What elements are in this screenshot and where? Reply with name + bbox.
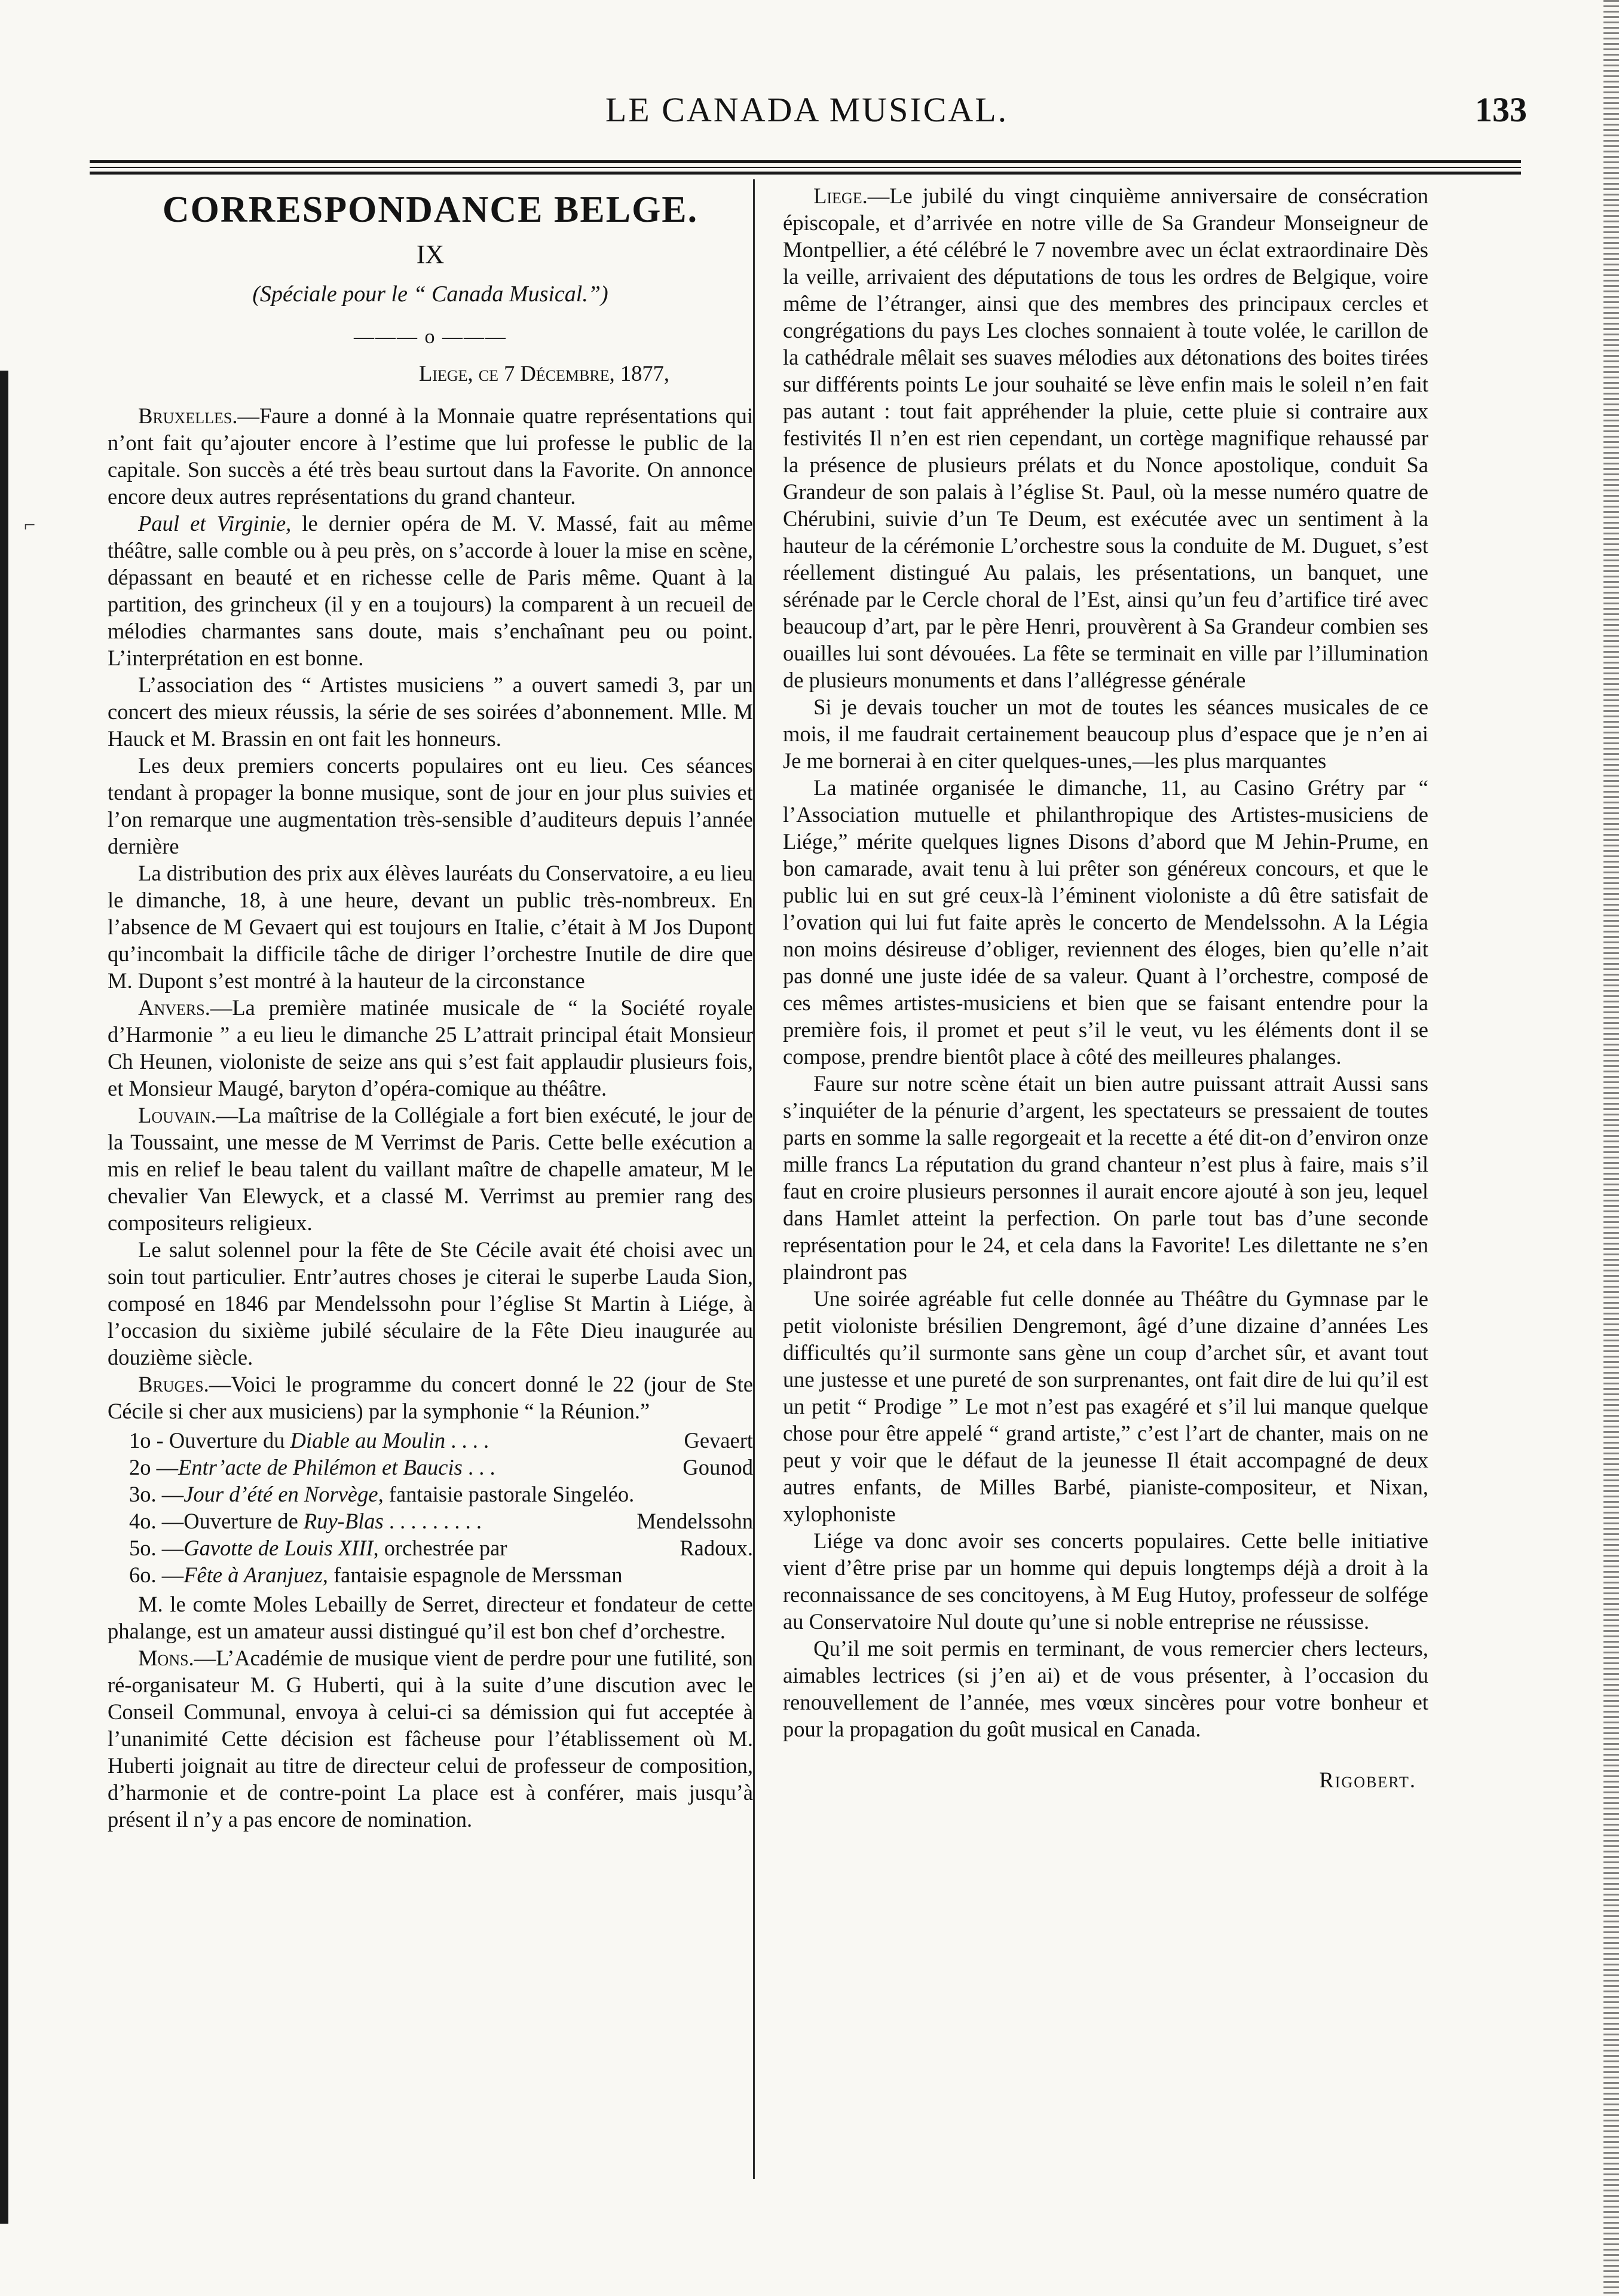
program-text: —Ouverture de — [161, 1509, 304, 1534]
place-lead: Liege. — [813, 184, 868, 208]
paragraph-faure-scene: Faure sur notre scène était un bien autre puissant attrait Aussi sans s’inquiéter de la pénurie d’argent, les spectateurs se pressaient de toutes parts en somme la salle regorgeait et la recette a été dit-on d’environ onze mille francs La réputation du grand chanteur n’est plus à faire, mais s’il faut en croire plusieurs personnes il aurait encore ajouté à son jeu, lequel dans Hamlet atteint la perfection. On parle tout bas d’une seconde représentation pour le 24, et cela dans la Favorite! Les dilettante ne s’en plaindront pas — [783, 1071, 1428, 1284]
paragraph-concerts-populaires: Les deux premiers concerts populaires ont eu lieu. Ces séances tendant à propager la bonne musique, sont de jour en jour plus suivies et l’on remarque une augmentation très-sensible d’auditeurs depuis l’année dernière — [108, 753, 753, 859]
paragraph-casino-gretry: La matinée organisée le dimanche, 11, au Casino Grétry par “ l’Association mutuelle et philanthropique des Artistes-musiciens de Liége,” mérite quelques lignes Disons d’abord que M Jehin-Prume, en bon camarade, avait tenu à lui prêter son généreux concours, et que le public lui en sut gré ceux-là l’éminent violoniste a dû être satisfait de l’ovation qui lui fut faite après le concerto de Mendelssohn. A la Légia non moins désireuse d’obliger, reviennent des éloges, bien qu’elle n’ait pas donné une juste idée de sa valeur. Quant à l’orchestre, composé de ces mêmes artistes-musiciens et bien que se faisant entendre pour la première fois, il promet et peut s’il le veut, vu les éléments dont il se compose, prendre bientôt place à côté des meilleures phalanges. — [783, 775, 1428, 1069]
program-tail: orchestrée par — [378, 1536, 507, 1561]
program-work: Entr’acte de Philémon et Baucis — [178, 1455, 463, 1480]
program-item — [108, 1534, 753, 1561]
program-text: — — [161, 1482, 184, 1507]
program-text: — — [161, 1563, 184, 1588]
program-number: 4o. — [129, 1509, 157, 1534]
concert-program — [108, 1427, 753, 1588]
running-title: LE CANADA MUSICAL. — [605, 90, 1009, 129]
program-tail: fantaisie espagnole de Merssman — [328, 1563, 623, 1588]
program-item — [108, 1508, 753, 1534]
program-composer: Gevaert — [684, 1428, 753, 1453]
paragraph-paul-et-virginie — [108, 510, 753, 671]
program-work: Fête à Aranjuez, — [183, 1563, 328, 1588]
paragraph-comte-moles: M. le comte Moles Lebailly de Serret, directeur et fondateur de cette phalange, est un amateur aussi distingué qu’il est bon chef d’orchestre. — [108, 1592, 753, 1644]
scan-edge-shadow — [0, 371, 8, 2224]
paragraph-conservatoire: La distribution des prix aux élèves lauréats du Conservatoire, a eu lieu le dimanche, 18, à une heure, devant un public très-nombreux. En l’absence de M Gevaert qui est toujours en Italie, c’était à M Jos Dupont qu’incombait la difficile tâche de diriger l’orchestre Inutile de dire que M. Dupont s’est montré à la hauteur de la circonstance — [108, 861, 753, 993]
paragraph-louvain — [108, 1102, 753, 1236]
paragraph-text: —L’Académie de musique vient de perdre pour une futilité, son ré-organisateur M. G Huberti, qui à la suite d’une discution avec le Conseil Communal, envoya à celui-ci sa démission qui fut acceptée à l’unanimité Cette décision est fâcheuse pour l’établissement où M. Huberti joignait au titre de directeur celui de professeur de composition, d’harmonie et de contre-point La place est à conférer, mais jusqu’à présent il n’y a pas encore de nomination. — [108, 1646, 753, 1832]
program-work: Ruy-Blas — [303, 1509, 384, 1534]
paragraph-closing: Qu’il me soit permis en terminant, de vous remercier chers lecteurs, aimables lectrices (si j’en ai) et de vous présenter, à l’occasion du renouvellement de l’année, mes vœux sincères pour votre bonheur et pour la propagation du goût musical en Canada. — [783, 1636, 1428, 1741]
program-item — [108, 1561, 753, 1588]
program-tail: . . . . — [445, 1428, 489, 1453]
program-text: — — [156, 1455, 179, 1480]
scan-right-edge — [1603, 0, 1619, 2296]
paragraph-anvers — [108, 994, 753, 1102]
place-lead: Bruxelles. — [138, 403, 238, 429]
program-composer — [746, 1561, 753, 1588]
running-head — [90, 90, 1527, 143]
program-composer: Mendelssohn — [636, 1509, 753, 1534]
program-tail: fantaisie pastorale Singeléo. — [383, 1482, 635, 1507]
ornament-divider: ——— o ——— — [354, 326, 507, 348]
place-lead: Bruges. — [138, 1372, 209, 1397]
paragraph-text: —La maîtrise de la Collégiale a fort bien exécuté, le jour de la Toussaint, une messe de M Verrimst de Paris. Cette belle exécution a mis en relief le beau talent du vaillant maître de chapelle amateur, M le chevalier Van Elewyck, et a classé M. Verrimst au premier rang des compositeurs religieux. — [108, 1103, 753, 1236]
header-rule — [90, 172, 1521, 175]
program-item — [108, 1427, 753, 1454]
paragraph-text: —La première matinée musicale de “ la Société royale d’Harmonie ” a eu lieu le dimanche 25 L’attrait principal était Monsieur Ch Heunen, violoniste de seize ans qui s’est fait applaudir plusieurs fois, et Monsieur Maugé, baryton d’opéra-comique au théâtre. — [108, 995, 753, 1101]
program-composer: Radoux. — [680, 1536, 753, 1561]
column-rule — [753, 179, 755, 2179]
paragraph-liege-jubile — [783, 182, 1428, 693]
program-number: 6o. — [129, 1563, 157, 1588]
article-title: CORRESPONDANCE BELGE. — [162, 189, 699, 230]
place-lead: Anvers. — [138, 995, 210, 1020]
paragraph-bruxelles — [108, 402, 753, 510]
paragraph-artistes-musiciens: L’association des “ Artistes musiciens ” a ouvert samedi 3, par un concert des mieux réussis, la série de ses soirées d’abonnement. Mlle. M Hauck et M. Brassin en ont fait les honneurs. — [108, 672, 753, 751]
paragraph-sainte-cecile: Le salut solennel pour la fête de Ste Cécile avait été choisi avec un soin tout particulier. Entr’autres choses je citerai le superbe Lauda Sion, composé en 1846 par Mendelssohn pour l’église St Martin à Liége, à l’occasion du sixième jubilé séculaire de la Fête Dieu inaugurée au douzième siècle. — [108, 1237, 753, 1370]
program-number: 3o. — [129, 1482, 157, 1507]
paragraph-mons — [108, 1644, 753, 1833]
paragraph-dengremont: Une soirée agréable fut celle donnée au Théâtre du Gymnase par le petit violoniste brésilien Dengremont, âgé d’une dizaine d’années Les difficultés qu’il surmonte sans gène un coup d’archet sûr, et avant tout une justesse et une pureté de son surprenantes, ont fait dire de lui qu’il est un petit “ Prodige ” Le mot n’est pas exagéré et s’il lui manque quelque chose pour être appelé “ grand artiste,” c’est l’art de chanter, mais on ne peut y voir que le défaut de la jeunesse Il était accompagné de deux autres enfants, de Milles Barbé, pianiste-compositeur, et Nixan, xylophoniste — [783, 1286, 1428, 1526]
header-rule — [90, 167, 1521, 168]
paragraph-text: —Le jubilé du vingt cinquième anniversaire de consécration épiscopale, et d’arrivée en notre ville de Sa Grandeur Monseigneur de Montpellier, a été célébré le 7 novembre avec un éclat extraordinaire Dès la veille, arrivaient des députations de tous les ordres de Belgique, voire même de l’étranger, ainsi que des membres des principaux cercles et congrégations du pays Les cloches sonnaient à toute volée, le carillon de la cathédrale mêlait ses suaves mélodies aux détonations des boites tirées sur différents points Le jour souhaité se lève enfin mais le soleil n’en fait pas autant : tout fait appréhender la pluie, cette pluie si contraire aux festivités Il n’en est rien cependant, un cortège magnifique rehaussé par la présence de plusieurs prélats et du Nonce apostolique, conduit Sa Grandeur de son palais à l’église St. Paul, où la messe numéro quatre de Chérubini, suivie d’un Te Deum, est exécutée avec un sentiment à la hauteur de la cérémonie L’orchestre sous la conduite de M. Duguet, s’est réellement distingué Au palais, les présentations, un banquet, une sérénade par le Cercle choral de l’Est, ainsi qu’un feu d’artifice tiré avec beaucoup d’art, par le père Henri, prouvèrent à Sa Grandeur combien ses ouailles lui sont dévouées. La fête se terminait en ville par l’illumination de plusieurs monuments et dans l’allégresse générale — [783, 184, 1428, 692]
article-subtitle: (Spéciale pour le “ Canada Musical.”) — [252, 282, 608, 307]
program-number: 1o — [129, 1428, 151, 1453]
paragraph-text: —Faure a donné à la Monnaie quatre représentations qui n’ont fait qu’ajouter encore à l’estime que lui professe le public de la capitale. Son succès a été très beau surtout dans la Favorite. On annonce encore deux autres représentations du grand chanteur. — [108, 403, 753, 509]
right-column — [783, 182, 1428, 1793]
article-number: IX — [416, 240, 445, 270]
program-tail: . . . . . . . . . — [383, 1509, 482, 1534]
program-composer — [746, 1481, 753, 1508]
dateline: Liege, ce 7 Décembre, 1877, — [419, 361, 669, 386]
margin-mark: ⌐ — [24, 514, 36, 536]
signature: Rigobert. — [1319, 1768, 1416, 1792]
program-item — [108, 1481, 753, 1508]
place-lead: Louvain. — [138, 1103, 216, 1128]
program-composer: Gounod — [683, 1455, 753, 1480]
program-text: - Ouverture du — [156, 1428, 290, 1453]
page-number: 133 — [1475, 90, 1527, 129]
paragraph-seances-musicales: Si je devais toucher un mot de toutes les séances musicales de ce mois, il me faudrait certainement beaucoup plus d’espace que je n’en ai Je me bornerai à en citer quelques-unes,—les plus marquantes — [783, 695, 1428, 773]
program-item — [108, 1454, 753, 1481]
left-column — [108, 182, 753, 1833]
program-work: Gavotte de Louis XIII, — [183, 1536, 379, 1561]
work-title: Paul et Virginie, — [138, 511, 292, 536]
program-number: 2o — [129, 1455, 151, 1480]
paragraph-concerts-populaires-liege: Liége va donc avoir ses concerts populaires. Cette belle initiative vient d’être prise par un homme qui depuis longtemps déjà a droit à la reconnaissance de ses concitoyens, à M Eug Hutoy, professeur de solfége au Conservatoire Nul doute qu’une si noble entreprise ne réussisse. — [783, 1528, 1428, 1634]
program-work: Jour d’été en Norvège, — [183, 1482, 384, 1507]
paragraph-bruges — [108, 1371, 753, 1424]
program-tail: . . . — [462, 1455, 495, 1480]
program-number: 5o. — [129, 1536, 157, 1561]
program-work: Diable au Moulin — [290, 1428, 446, 1453]
paragraph-text: —Voici le programme du concert donné le 22 (jour de Ste Cécile si cher aux musiciens) par la symphonie “ la Réunion.” — [108, 1372, 753, 1424]
place-lead: Mons. — [138, 1646, 194, 1671]
paragraph-text: le dernier opéra de M. V. Massé, fait au même théâtre, salle comble ou à peu près, on s’accorde à louer la mise en scène, dépassant en beauté et en richesse celle de Paris même. Quant à la partition, des grincheux (il y en a toujours) la comparent à un recueil de mélodies charmantes sans doute, mais s’enchaînant peu ou point. L’interprétation en est bonne. — [108, 511, 753, 671]
program-text: — — [161, 1536, 184, 1561]
header-rule — [90, 160, 1521, 163]
